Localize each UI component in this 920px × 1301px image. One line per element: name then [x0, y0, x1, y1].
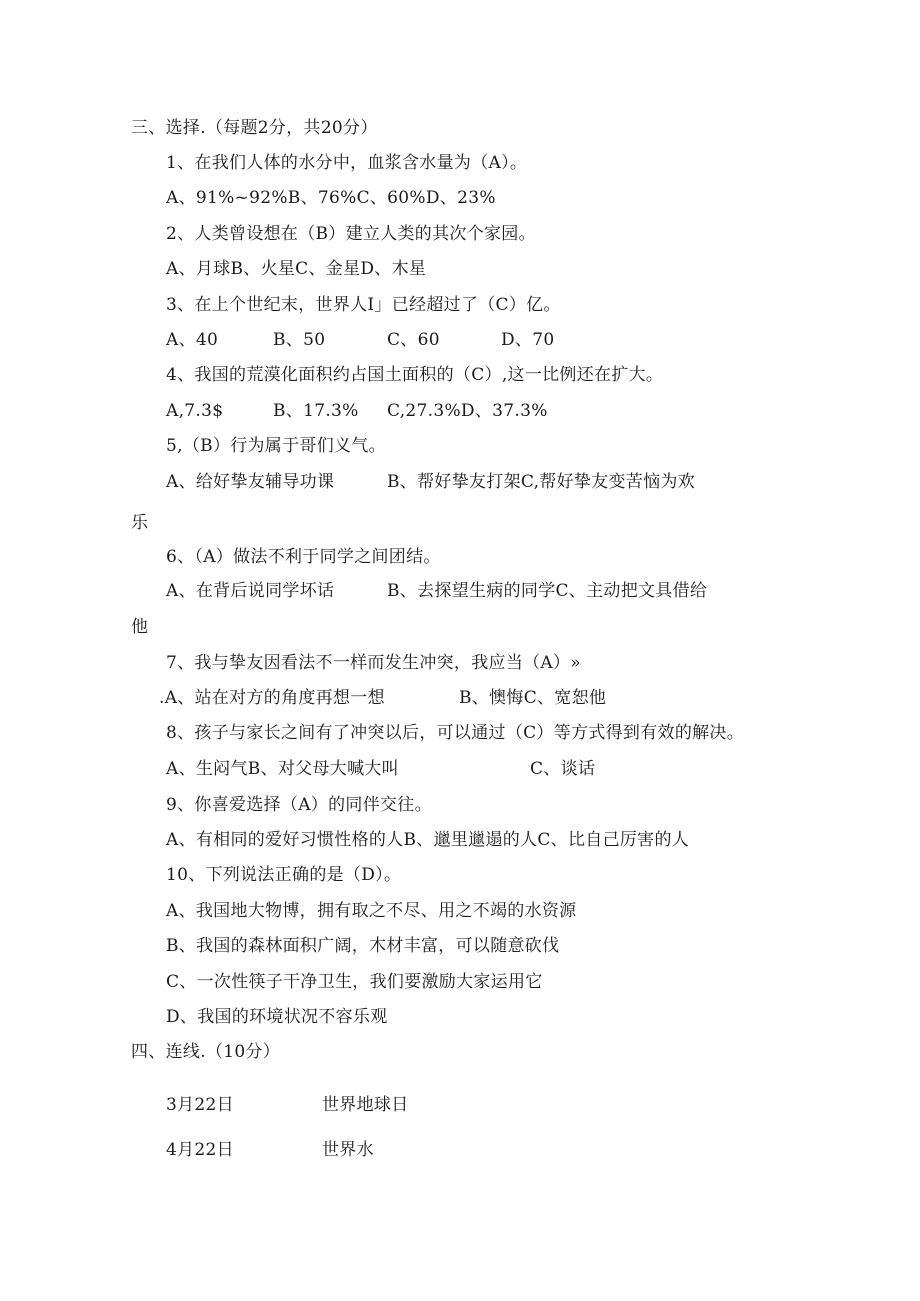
option-b: B、17.3%: [273, 401, 359, 421]
question-6-options-continued: 他: [131, 617, 149, 637]
option-b-c: B、去探望生病的同学C、主动把文具借给: [387, 581, 708, 601]
question-10-option-c: C、一次性筷子干净卫生，我们要激励大家运用它: [166, 972, 543, 992]
option-a-b: A、生闷气B、对父母大喊大叫: [166, 759, 399, 779]
question-5: 5,（B）行为属于哥们义气。: [166, 436, 386, 456]
option-a: A、给好挚友辅导功课: [166, 472, 335, 492]
option-a: A,7.3$: [166, 401, 224, 421]
question-2-options: A、月球B、火星C、金星D、木星: [166, 259, 427, 279]
question-1-options: A、91%~92%B、76%C、60%D、23%: [166, 188, 496, 208]
question-10-option-b: B、我国的森林面积广阔，木材丰富，可以随意砍伐: [166, 936, 560, 956]
question-8: 8、孩子与家长之间有了冲突以后，可以通过（C）等方式得到有效的解决。: [166, 723, 745, 743]
option-a: A、在背后说同学坏话: [166, 581, 335, 601]
question-10: 10、下列说法正确的是（D）。: [166, 865, 402, 885]
question-3: 3、在上个世纪末，世界人I」已经超过了（C）亿。: [166, 295, 561, 315]
section-4-heading: 四、连线.（10分）: [131, 1042, 281, 1062]
matching-date: 3月22日: [166, 1095, 234, 1115]
matching-event: 世界水: [322, 1140, 374, 1160]
option-d: D、70: [501, 330, 555, 350]
option-b-c: B、帮好挚友打架C,帮好挚友变苦恼为欢: [387, 472, 695, 492]
question-5-options-continued: 乐: [131, 513, 149, 533]
question-7: 7、我与挚友因看法不一样而发生冲突，我应当（A）»: [166, 653, 581, 673]
question-4: 4、我国的荒漠化面积约占国土面积的（C）,这一比例还在扩大。: [166, 365, 664, 385]
section-3-heading: 三、选择.（每题2分，共20分）: [131, 118, 378, 138]
option-c: C、谈话: [530, 759, 596, 779]
question-6: 6、（A）做法不利于同学之间团结。: [166, 547, 441, 567]
question-10-option-a: A、我国地大物博，拥有取之不尽、用之不竭的水资源: [166, 901, 577, 921]
matching-date: 4月22日: [166, 1140, 234, 1160]
option-c: C、60: [387, 330, 440, 350]
question-9-options: A、有相同的爱好习惯性格的人B、邋里邋遢的人C、比自己厉害的人: [166, 830, 690, 850]
option-a: .A、站在对方的角度再想一想: [159, 688, 385, 708]
question-10-option-d: D、我国的环境状况不容乐观: [166, 1007, 388, 1027]
question-9: 9、你喜爱选择（A）的同伴交往。: [166, 795, 432, 815]
question-2: 2、人类曾设想在（B）建立人类的其次个家园。: [166, 224, 536, 244]
option-c-d: C,27.3%D、37.3%: [387, 401, 548, 421]
question-1: 1、在我们人体的水分中，血浆含水量为（A）。: [166, 153, 528, 173]
option-b-c: B、懊悔C、宽恕他: [459, 688, 607, 708]
matching-event: 世界地球日: [322, 1095, 409, 1115]
option-b: B、50: [273, 330, 326, 350]
option-a: A、40: [166, 330, 219, 350]
